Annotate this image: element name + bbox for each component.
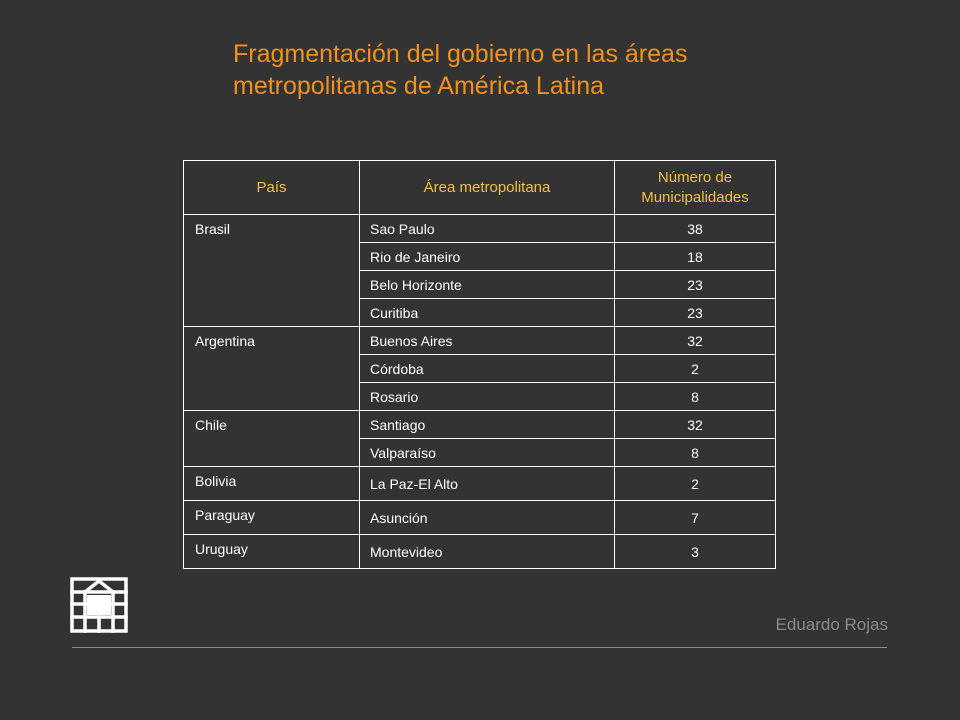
- cell-count: 7: [615, 501, 776, 535]
- cell-count: 32: [615, 411, 776, 439]
- cell-country: Chile: [184, 411, 360, 467]
- cell-area: Valparaíso: [360, 439, 615, 467]
- cell-count: 23: [615, 299, 776, 327]
- cell-count: 18: [615, 243, 776, 271]
- cell-country: Uruguay: [184, 535, 360, 569]
- table-row: [184, 411, 776, 439]
- cell-area: Curitiba: [360, 299, 615, 327]
- cell-area: La Paz-El Alto: [360, 467, 615, 501]
- cell-count: 32: [615, 327, 776, 355]
- table-row: [184, 215, 776, 243]
- table-body: [184, 215, 776, 569]
- author-name: Eduardo Rojas: [775, 615, 888, 634]
- cell-country: Brasil: [184, 215, 360, 327]
- table-row: [184, 535, 776, 569]
- cell-country: Bolivia: [184, 467, 360, 501]
- header-count: [615, 161, 776, 215]
- footer-divider: [72, 647, 887, 648]
- header-country: País: [184, 161, 360, 215]
- table-header-row: [184, 161, 776, 215]
- cell-count: 8: [615, 439, 776, 467]
- table-row: [184, 327, 776, 355]
- slide-title-line-1: Fragmentación del gobierno en las áreas: [233, 40, 688, 68]
- cell-area: Sao Paulo: [360, 215, 615, 243]
- building-grid-icon: [70, 577, 128, 633]
- header-area: Área metropolitana: [360, 161, 615, 215]
- cell-area: Montevideo: [360, 535, 615, 569]
- table-row: [184, 467, 776, 501]
- cell-area: Santiago: [360, 411, 615, 439]
- cell-count: 2: [615, 355, 776, 383]
- cell-country: Paraguay: [184, 501, 360, 535]
- cell-area: Belo Horizonte: [360, 271, 615, 299]
- cell-count: 2: [615, 467, 776, 501]
- cell-area: Asunción: [360, 501, 615, 535]
- municipalities-table: [183, 160, 776, 569]
- header-count-line-1: Número de: [657, 168, 733, 186]
- table-row: [184, 501, 776, 535]
- cell-count: 38: [615, 215, 776, 243]
- cell-count: 3: [615, 535, 776, 569]
- header-count-line-2: Municipalidades: [641, 188, 749, 206]
- slide-title-line-2: metropolitanas de América Latina: [233, 72, 605, 100]
- slide-title: [233, 38, 873, 102]
- cell-area: Córdoba: [360, 355, 615, 383]
- cell-area: Buenos Aires: [360, 327, 615, 355]
- cell-count: 8: [615, 383, 776, 411]
- cell-country: Argentina: [184, 327, 360, 411]
- cell-area: Rosario: [360, 383, 615, 411]
- cell-count: 23: [615, 271, 776, 299]
- cell-area: Rio de Janeiro: [360, 243, 615, 271]
